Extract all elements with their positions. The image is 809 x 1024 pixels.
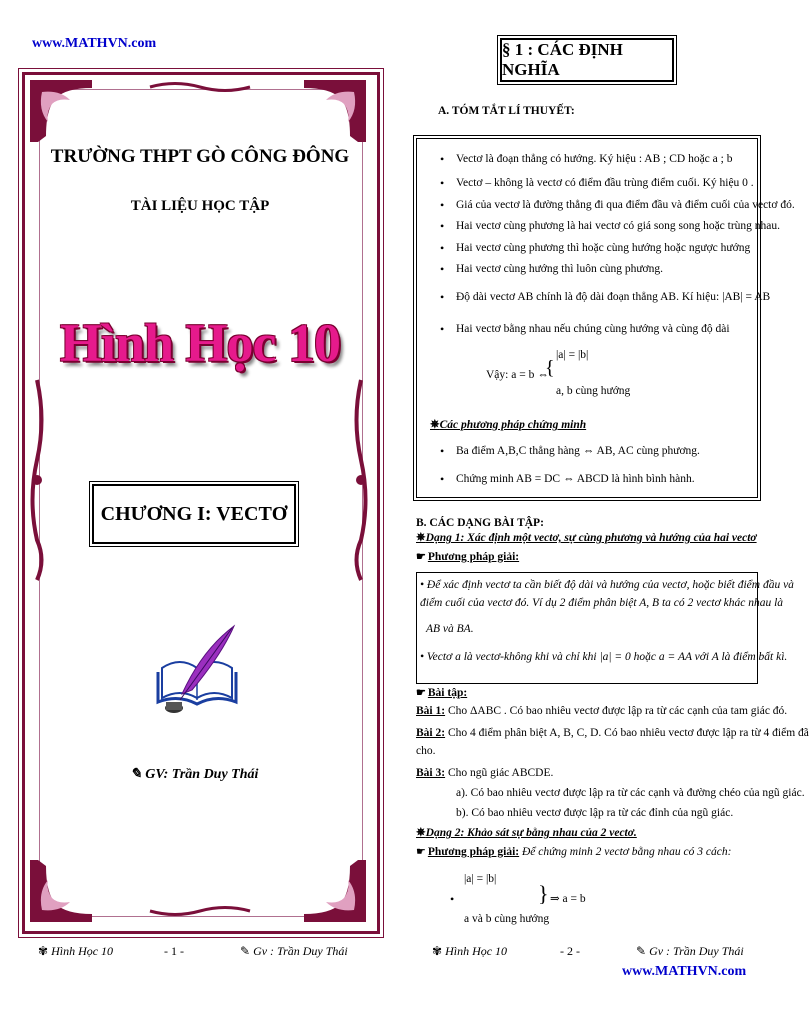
method-line: Để xác định vectơ ta cần biết độ dài và hướng của vectơ, hoặc biết điểm đầu và <box>426 579 794 591</box>
dang1-text: Dạng 1: Xác định một vectơ, sự cùng phương và hướng của hai vectơ <box>425 532 757 544</box>
book-title: Hình Học 10 <box>59 313 341 373</box>
exercise-sub: b). Có bao nhiêu vectơ được lập ra từ các đỉnh của ngũ giác. <box>456 807 734 819</box>
exercise-text: Cho 4 điểm phân biệt A, B, C, D. Có bao nhiêu vectơ được lập ra từ 4 điểm đã <box>445 727 809 739</box>
corner-ornament-icon <box>26 76 96 146</box>
dang2-heading <box>416 826 637 840</box>
side-ornament-icon <box>352 380 370 580</box>
theory-item: • Vectơ là đoạn thẳng có hướng. Ký hiệu : AB ; CD hoặc a ; b <box>456 152 732 166</box>
flower-icon: ✾ <box>38 944 49 958</box>
pointing-hand-icon: ☛ <box>416 687 426 699</box>
exercise-text: Cho ngũ giác ABCDE. <box>445 767 554 779</box>
pointing-hand-icon: ☛ <box>416 551 426 563</box>
top-ornament-icon <box>150 80 250 94</box>
method-line: AB và BA. <box>426 623 474 635</box>
footer-title: Hình Học 10 <box>51 944 114 958</box>
footer-title: Hình Học 10 <box>445 944 508 958</box>
ppg2-line <box>416 845 731 859</box>
exercise-heading <box>416 686 467 700</box>
footer-author <box>636 944 744 959</box>
bullet-icon: • <box>450 892 455 906</box>
vay-condition: a, b cùng hướng <box>556 385 631 397</box>
footer-author-name: Gv : Trần Duy Thái <box>253 944 348 958</box>
methods-title-text: Các phương pháp chứng minh <box>439 419 587 431</box>
brace-icon: { <box>545 357 555 379</box>
theory-item: • Hai vectơ cùng phương là hai vectơ có giá song song hoặc trùng nhau. <box>456 219 780 233</box>
dang2-text: Dạng 2: Khảo sát sự bằng nhau của 2 vectơ. <box>425 827 637 839</box>
school-name: TRƯỜNG THPT GÒ CÔNG ĐÔNG <box>50 146 350 167</box>
method-line: Vectơ a là vectơ-không khi và chỉ khi |a| = 0 hoặc a = AA với A là điểm bất kì. <box>426 651 788 663</box>
brace-icon: } <box>538 881 549 906</box>
part-a-heading: A. TÓM TẮT LÍ THUYẾT: <box>438 105 575 117</box>
theory-item: • Hai vectơ cùng hướng thì luôn cùng phương. <box>456 262 663 276</box>
pencil-icon: ✎ <box>240 944 251 958</box>
exercise-label: Bài 2: <box>416 727 446 739</box>
theory-item: • Độ dài vectơ AB chính là độ dài đoạn thẳng AB. Kí hiệu: |AB| = AB <box>456 290 770 304</box>
method-text: • Vectơ a là vectơ-không khi và chỉ khi |a| = 0 hoặc a = AA với A là điểm bất kì. <box>420 651 788 663</box>
pointing-hand-icon: ☛ <box>416 846 426 858</box>
star-icon: ✵ <box>430 419 440 431</box>
method-line: điểm cuối của vectơ đó. Ví dụ 2 điểm phân biệt A, B ta có 2 vectơ khác nhau là <box>420 597 784 609</box>
method-text: • Để xác định vectơ ta cần biết độ dài và hướng của vectơ, hoặc biết điểm đầu và <box>420 579 794 591</box>
teacher-name: GV: Trần Duy Thái <box>145 767 259 782</box>
exercise-sub: a). Có bao nhiêu vectơ được lập ra từ các cạnh và đường chéo của ngũ giác. <box>456 787 805 799</box>
theory-item: • Giá của vectơ là đường thẳng đi qua điểm đầu và điểm cuối của vectơ đó. <box>456 198 795 212</box>
book-quill-icon <box>152 620 242 720</box>
corner-ornament-icon <box>300 76 370 146</box>
ppg1-text: Phương pháp giải: <box>427 551 520 563</box>
pencil-icon: ✎ <box>636 944 647 958</box>
bottom-ornament-icon <box>150 904 250 918</box>
exercise-heading-text: Bài tập: <box>427 687 468 699</box>
corner-ornament-icon <box>300 856 370 926</box>
chapter-title: CHƯƠNG I: VECTƠ <box>92 484 296 544</box>
pencil-icon: ✎ <box>130 767 146 782</box>
footer-right-page <box>432 944 507 959</box>
condition-result: ⇒ a = b <box>550 893 586 905</box>
exercise-label: Bài 3: <box>416 767 446 779</box>
vay-condition: |a| = |b| <box>556 349 589 361</box>
exercise-2 <box>416 726 809 740</box>
footer-author-name: Gv : Trần Duy Thái <box>649 944 744 958</box>
footer-page-number: - 2 - <box>560 944 580 958</box>
star-icon: ✵ <box>416 827 426 839</box>
exercise-3 <box>416 766 553 780</box>
ppg2-heading: Phương pháp giải: <box>427 846 520 858</box>
exercise-text: cho. <box>416 745 436 757</box>
theory-item: • Hai vectơ cùng phương thì hoặc cùng hướng hoặc ngược hướng <box>456 241 750 255</box>
method-item: • Ba điểm A,B,C thẳng hàng ⇔ AB, AC cùng phương. <box>456 444 700 458</box>
condition-line: a và b cùng hướng <box>464 913 550 925</box>
flower-icon: ✾ <box>432 944 443 958</box>
part-b-heading: B. CÁC DẠNG BÀI TẬP: <box>416 517 544 529</box>
method-item: • Chứng minh AB = DC ⇔ ABCD là hình bình hành. <box>456 472 695 486</box>
vay-equation: Vậy: a = b ⇔ <box>486 369 549 381</box>
exercise-1 <box>416 704 787 718</box>
side-ornament-icon <box>28 380 46 580</box>
condition-line: |a| = |b| <box>464 873 497 885</box>
dang1-heading <box>416 531 757 545</box>
footer-author <box>240 944 348 959</box>
document-label: TÀI LIỆU HỌC TẬP <box>130 198 270 214</box>
footer-left-page <box>38 944 113 959</box>
theory-item: • Hai vectơ bằng nhau nếu chúng cùng hướng và cùng độ dài <box>456 322 730 336</box>
star-icon: ✵ <box>416 532 426 544</box>
site-url-link[interactable]: www.MATHVN.com <box>32 36 157 51</box>
section-title: § 1 : CÁC ĐỊNH NGHĨA <box>500 38 674 82</box>
theory-item: • Vectơ – không là vectơ có điểm đầu trùng điểm cuối. Ký hiệu 0 . <box>456 176 754 190</box>
ppg2-text: Để chứng minh 2 vectơ bằng nhau có 3 cách: <box>519 846 732 858</box>
teacher-credit <box>130 766 258 783</box>
exercise-label: Bài 1: <box>416 705 446 717</box>
footer-page-number: - 1 - <box>164 944 184 958</box>
site-url-link[interactable]: www.MATHVN.com <box>622 964 747 979</box>
methods-title <box>430 418 586 432</box>
exercise-text: Cho ΔABC . Có bao nhiêu vectơ được lập ra từ các cạnh của tam giác đó. <box>445 705 788 717</box>
ppg1-heading <box>416 550 519 564</box>
corner-ornament-icon <box>26 856 96 926</box>
